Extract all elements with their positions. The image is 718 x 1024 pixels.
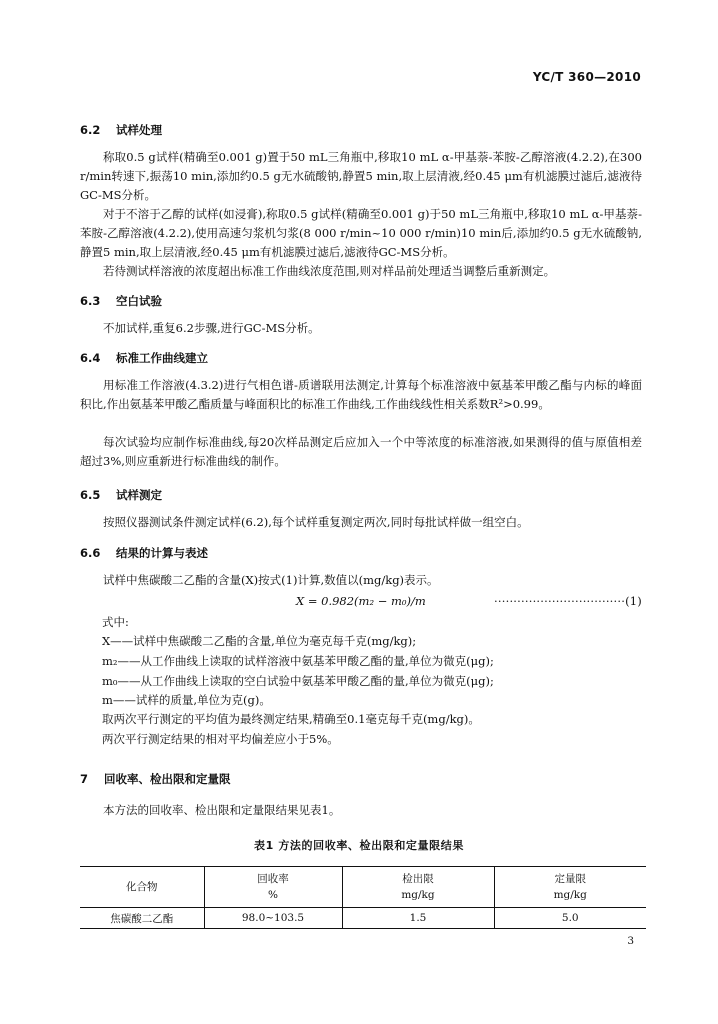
section-number: 6.5 bbox=[80, 488, 101, 502]
results-table bbox=[80, 866, 646, 929]
section-heading-6-5 bbox=[80, 487, 162, 503]
paragraph: 用标准工作溶液(4.3.2)进行气相色谱-质谱联用法测定,计算每个标准溶液中氨基苯甲酸乙酯与内标的峰面积比,作出氨基苯甲酸乙酯质量与峰面积比的标准工作曲线,工作曲线线性相关系数R²>0.99。 bbox=[80, 378, 642, 411]
section-number: 6.4 bbox=[80, 351, 101, 365]
section-title: 结果的计算与表述 bbox=[116, 546, 208, 560]
variable-definition: m₂——从工作曲线上读取的试样溶液中氨基苯甲酸乙酯的量,单位为微克(μg); bbox=[102, 654, 494, 668]
variable-definition: m₀——从工作曲线上读取的空白试验中氨基苯甲酸乙酯的量,单位为微克(μg); bbox=[102, 674, 494, 688]
paragraph: 每次试验均应制作标准曲线,每20次样品测定后应加入一个中等浓度的标准溶液,如果测得的值与原值相差超过3%,则应重新进行标准曲线的制作。 bbox=[80, 435, 642, 468]
paragraph: 试样中焦碳酸二乙酯的含量(X)按式(1)计算,数值以(mg/kg)表示。 bbox=[103, 573, 439, 587]
formula-number: ··································(1) bbox=[494, 594, 642, 608]
table-cell: 98.0~103.5 bbox=[204, 908, 342, 929]
paragraph: 按照仪器测试条件测定试样(6.2),每个试样重复测定两次,同时每批试样做一组空白。 bbox=[103, 515, 529, 529]
formula-row bbox=[80, 594, 642, 613]
standard-number: YC/T 360—2010 bbox=[532, 70, 641, 84]
section-title: 试样处理 bbox=[116, 123, 162, 137]
section-number: 6.3 bbox=[80, 294, 101, 308]
section-number: 6.6 bbox=[80, 546, 101, 560]
section-heading-6-4 bbox=[80, 350, 208, 366]
section-number: 7 bbox=[80, 772, 89, 786]
table-caption: 表1 方法的回收率、检出限和定量限结果 bbox=[254, 839, 464, 852]
table-row bbox=[80, 908, 646, 929]
column-header: 回收率 % bbox=[204, 867, 342, 908]
variable-definition: m——试样的质量,单位为克(g)。 bbox=[102, 693, 271, 707]
table-cell: 1.5 bbox=[342, 908, 494, 929]
table-cell: 5.0 bbox=[494, 908, 646, 929]
section-title: 标准工作曲线建立 bbox=[116, 351, 208, 365]
section-title: 试样测定 bbox=[116, 488, 162, 502]
result-note: 两次平行测定结果的相对平均偏差应小于5%。 bbox=[102, 732, 339, 746]
paragraph: 若待测试样溶液的浓度超出标准工作曲线浓度范围,则对样品前处理适当调整后重新测定。 bbox=[103, 264, 556, 278]
section-number: 6.2 bbox=[80, 123, 101, 137]
section-heading-7 bbox=[80, 771, 231, 787]
paragraph: 称取0.5 g试样(精确至0.001 g)置于50 mL三角瓶中,移取10 mL α-甲基萘-苯胺-乙醇溶液(4.2.2),在300 r/min转速下,振荡10 min,添加约0.5 g无水硫酸钠,静置5 min,取上层清液,经0.45 μm有机滤膜过滤后,滤液待GC-MS分析。 bbox=[80, 150, 642, 202]
paragraph: 不加试样,重复6.2步骤,进行GC-MS分析。 bbox=[103, 321, 320, 335]
column-header: 检出限 mg/kg bbox=[342, 867, 494, 908]
section-title: 回收率、检出限和定量限 bbox=[104, 772, 231, 786]
table-header-row bbox=[80, 867, 646, 908]
section-title: 空白试验 bbox=[116, 294, 162, 308]
variable-definition: X——试样中焦碳酸二乙酯的含量,单位为毫克每千克(mg/kg); bbox=[102, 634, 417, 648]
table-cell: 焦碳酸二乙酯 bbox=[80, 908, 204, 929]
paragraph: 本方法的回收率、检出限和定量限结果见表1。 bbox=[103, 803, 341, 817]
column-header: 定量限 mg/kg bbox=[494, 867, 646, 908]
paragraph: 对于不溶于乙醇的试样(如浸膏),称取0.5 g试样(精确至0.001 g)于50 mL三角瓶中,移取10 mL α-甲基萘-苯胺-乙醇溶液(4.2.2),使用高速匀浆机匀浆(8 000 r/min~10 000 r/min)10 min后,添加约0.5 g无水硫酸钠,静置5 min,取上层清液,经0.45 μm有机滤膜过滤后,滤液待GC-MS分析。 bbox=[80, 207, 642, 259]
section-heading-6-2 bbox=[80, 122, 162, 138]
page-number: 3 bbox=[627, 935, 634, 947]
formula: X = 0.982(m₂ − m₀)/m bbox=[296, 594, 426, 608]
column-header: 化合物 bbox=[80, 867, 204, 908]
section-heading-6-6 bbox=[80, 545, 208, 561]
section-heading-6-3 bbox=[80, 293, 162, 309]
result-note: 取两次平行测定的平均值为最终测定结果,精确至0.1毫克每千克(mg/kg)。 bbox=[102, 712, 480, 726]
where-label: 式中: bbox=[102, 615, 129, 629]
